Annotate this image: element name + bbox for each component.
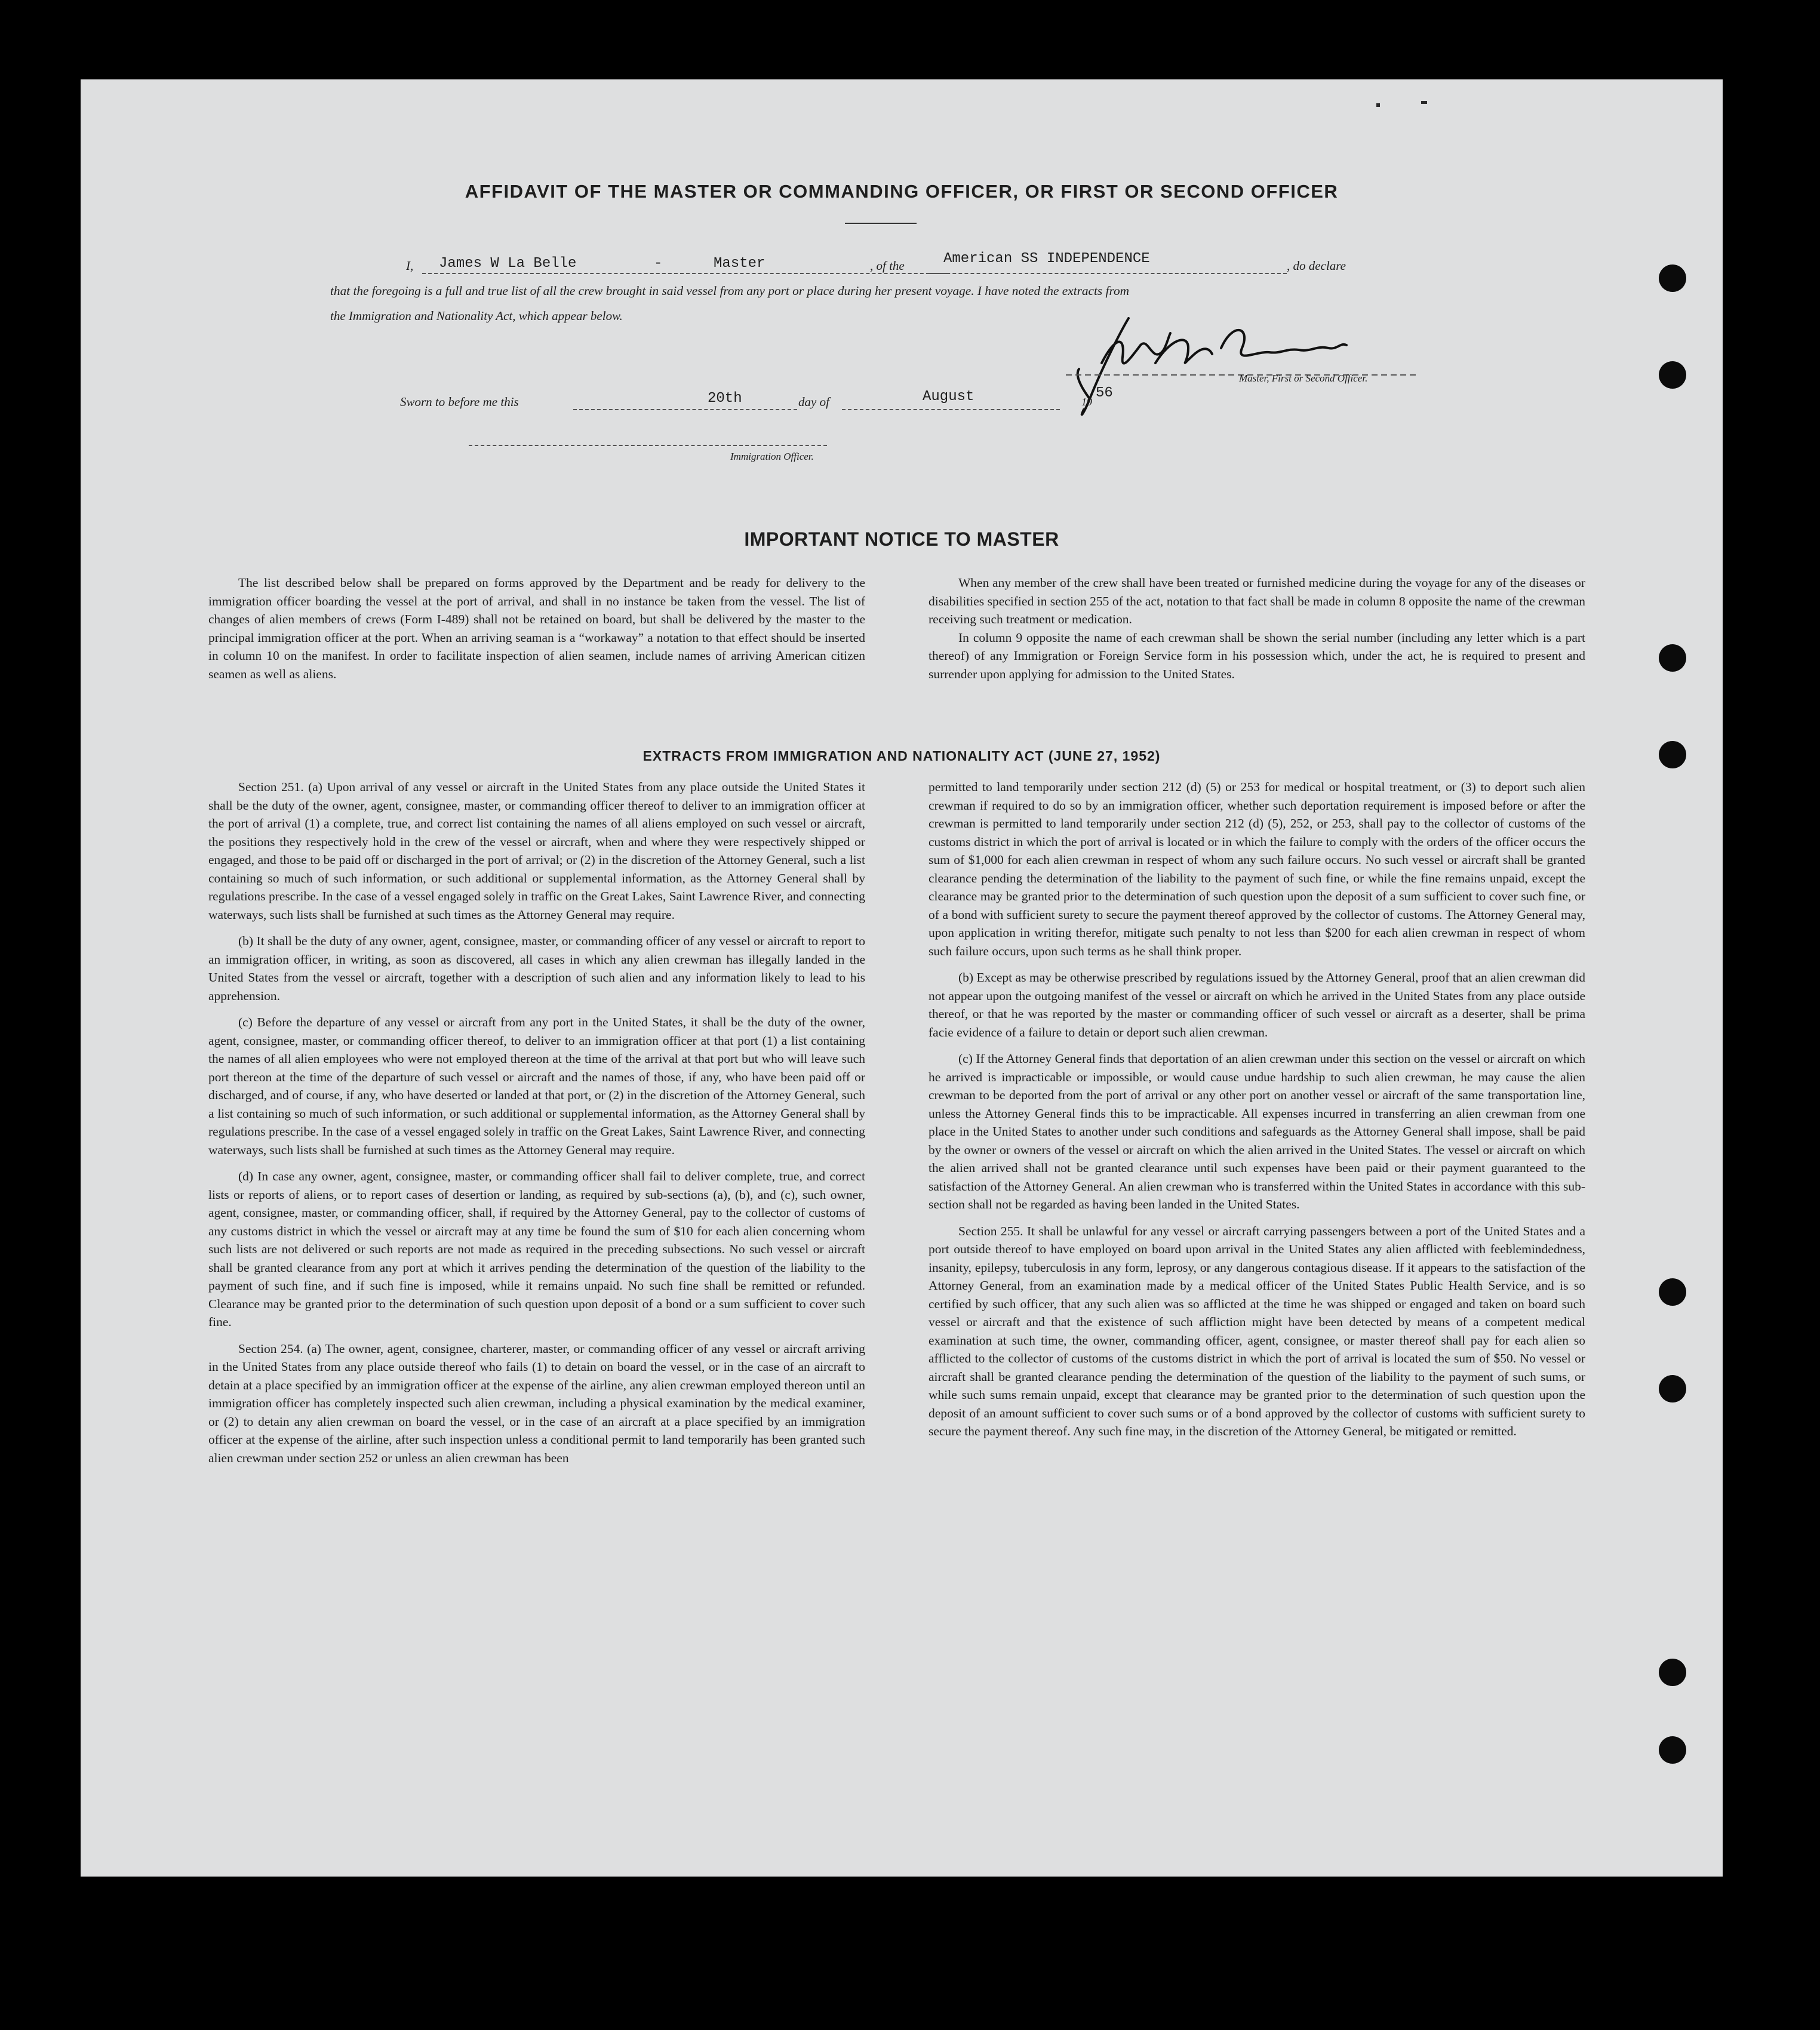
master-name: James W La Belle bbox=[439, 256, 577, 272]
sworn-label: Sworn to before me this bbox=[400, 395, 519, 409]
sworn-day: 20th bbox=[708, 390, 742, 407]
affidavit-statement-line: that the foregoing is a full and true list of all the crew brought in said vessel from any port or place during her present voyage. I have noted the extracts from bbox=[330, 284, 1129, 298]
scan-speck bbox=[1376, 103, 1380, 107]
notice-title: IMPORTANT NOTICE TO MASTER bbox=[744, 528, 1059, 550]
name-dash: - bbox=[654, 256, 663, 272]
punch-hole bbox=[1659, 361, 1686, 389]
signer-caption: Master, First or Second Officer. bbox=[1239, 373, 1368, 384]
master-rank: Master bbox=[714, 256, 765, 272]
scan-speck bbox=[1421, 101, 1427, 104]
year-prefix: 19 bbox=[1081, 396, 1092, 408]
extract-paragraph: Section 251. (a) Upon arrival of any vessel or aircraft in the United States from any place outside the United States it shall be the duty of the owner, agent, consignee, master, or commanding officer thereof to deliver to an immigration officer at the port of arrival (1) a complete, true, and correct list containing the names of all aliens employed on such vessel or aircraft, the positions they respectively hold in the crew of the vessel or aircraft, when and where they were respectively shipped or engaged, and those to be paid off or discharged in the port of arrival; or (2) in the discretion of the Attorney General, such a list containing so much of such information, or such additional or supplemental information, as the Attorney General shall by regulations prescribe. In the case of a vessel engaged solely in traffic on the Great Lakes, Saint Lawrence River, and connecting waterways, such lists shall be furnished at such times as the Attorney General may require. bbox=[208, 780, 865, 922]
punch-hole bbox=[1659, 1375, 1686, 1402]
vessel-field-line bbox=[929, 273, 1287, 274]
extracts-title: EXTRACTS FROM IMMIGRATION AND NATIONALITY ACT (JUNE 27, 1952) bbox=[642, 748, 1161, 764]
extract-paragraph: (c) Before the departure of any vessel or aircraft from any port in the United States, it shall be the duty of the owner, agent, consignee, master, or commanding officer thereof, to deliver to an immigration officer at that port (1) a list containing the names of all alien employees who were not employed thereon at the time of the arrival at that port but who will leave such port thereon at the time of the departure of such vessel or aircraft and the names of those, if any, who have been paid off or discharged, and of course, if any, who have deserted or landed at that port, or (2) in the discretion of the Attorney General, such a list containing so much of such information, or such additional or supplemental information, as the Attorney General shall by regulations prescribe. In the case of a vessel engaged solely in traffic on the Great Lakes, Saint Lawrence River, and connecting waterways, such lists shall be furnished at such times as the Attorney General may require. bbox=[208, 1015, 865, 1157]
extract-paragraph: (c) If the Attorney General finds that deportation of an alien crewman under this section on the vessel or aircraft on which he arrived is impracticable or impossible, or would cause undue hardship to such alien crewman, he may cause the alien crewman to be deported from the port of arrival or any other port on another vessel or aircraft of the same transportation line, unless the Attorney General finds this to be impracticable. All expenses incurred in transferring an alien crewman from one place in the United States to another under such conditions and safeguards as the Attorney General shall impose, shall be paid by the owner or owners of the vessel or aircraft on which the alien arrived in the United States. The vessel or aircraft on which the alien arrived shall not be granted clearance until such expenses have been paid or their payment guaranteed to the satisfaction of the Attorney General. An alien crewman who is transferred within the United States in accordance with this sub-section shall not be regarded as having been landed in the United States. bbox=[929, 1051, 1585, 1211]
do-declare-label: , do declare bbox=[1287, 259, 1346, 273]
notice-right-column bbox=[929, 574, 1585, 683]
sworn-year: 56 bbox=[1096, 385, 1113, 401]
affidavit-statement-line: the Immigration and Nationality Act, which appear below. bbox=[330, 309, 623, 323]
notice-paragraph: In column 9 opposite the name of each crewman shall be shown the serial number (including any letter which is a part thereof) of any Immigration or Foreign Service form in his possession which, under the act, he is required to present and surrender upon applying for admission to the United States. bbox=[929, 630, 1585, 681]
notice-paragraph: The list described below shall be prepared on forms approved by the Department and be ready for delivery to the immigration officer boarding the vessel at the port of arrival, and shall in no instance be taken from the vessel. The list of changes of alien members of crews (Form I-489) shall not be retained on board, but shall be delivered by the master to the principal immigration officer at the port. When an arriving seaman is a “workaway” a notation to that effect should be inserted in column 10 on the manifest. In order to facilitate inspection of alien seamen, include names of arriving American citizen seamen as well as aliens. bbox=[208, 576, 865, 681]
extract-paragraph: permitted to land temporarily under section 212 (d) (5) or 253 for medical or hospital treatment, or (3) to deport such alien crewman if required to do so by an immigration officer, whether such deportation requirement is imposed before or after the crewman is permitted to land temporarily under section 212 (d) (5), 252, or 253, shall pay to the collector of customs of the customs district in which the port of arrival is located or in which the failure to comply with the orders of the officer occurs the sum of $1,000 for each alien crewman in respect of whom any such failure occurs. No such vessel or aircraft shall be granted clearance pending the determination of the liability to the payment of such fine, or while the fine remains unpaid, except the clearance may be granted prior to the determination of such question upon the deposit of a sum sufficient to cover such fine, or of a bond with sufficient surety to secure the payment thereof approved by the collector of customs. The Attorney General may, upon application in writing therefor, mitigate such penalty to not less than $200 for each alien crewman in respect of whom such failure occurs, upon such terms as he shall think proper. bbox=[929, 780, 1585, 958]
day-field-line bbox=[573, 409, 797, 410]
officer-caption: Immigration Officer. bbox=[730, 451, 814, 462]
affidavit-title: AFFIDAVIT OF THE MASTER OR COMMANDING OFFICER, OR FIRST OR SECOND OFFICER bbox=[465, 181, 1339, 202]
of-the-label: , of the bbox=[870, 259, 905, 273]
title-underline bbox=[845, 223, 917, 224]
punch-hole bbox=[1659, 644, 1686, 672]
affidavit-prefix: I, bbox=[406, 259, 414, 273]
extracts-right-column bbox=[929, 778, 1585, 1441]
extract-paragraph: (b) It shall be the duty of any owner, agent, consignee, master, or commanding officer of any vessel or aircraft to report to an immigration officer, in writing, as soon as discovered, all cases in which any alien crewman has illegally landed in the United States from the vessel or aircraft, together with a description of such alien and any information likely to lead to his apprehension. bbox=[208, 934, 865, 1003]
vessel-name: American SS INDEPENDENCE bbox=[943, 251, 1150, 267]
handwritten-signature bbox=[1066, 297, 1418, 423]
extract-paragraph: (b) Except as may be otherwise prescribed by regulations issued by the Attorney General, proof that an alien crewman did not appear upon the outgoing manifest of the vessel or aircraft on which he arrived in the United States from any place outside thereof, or that he was reported by the master or commanding officer of such vessel or aircraft as a deserter, shall be prima facie evidence of a failure to detain or deport such alien crewman. bbox=[929, 970, 1585, 1039]
punch-hole bbox=[1659, 1278, 1686, 1306]
punch-hole bbox=[1659, 1736, 1686, 1764]
extract-paragraph: Section 255. It shall be unlawful for any vessel or aircraft carrying passengers between a port of the United States and a port outside thereof to have employed on board upon arrival in the United States any alien afflicted with feeblemindedness, insanity, epilepsy, tuberculosis in any form, leprosy, or any dangerous contagious disease. If it appears to the satisfaction of the Attorney General, from an examination made by a medical officer of the United States Public Health Service, and is so certified by such officer, that any such alien was so afflicted at the time he was shipped or engaged and taken on board such vessel or aircraft and that the existence of such affliction might have been detected by means of a competent medical examination at such time, the owner, commanding officer, agent, consignee, or master thereof shall pay for each alien so afflicted to the collector of customs of the customs district in which the port of arrival is located the sum of $50. No vessel or aircraft shall be granted clearance pending the determination of the question of the liability to the payment of such sums, or while such sums remain unpaid, except that clearance may be granted prior to the determination of such question upon the deposit of an amount sufficient to cover such sums or of a bond approved by the collector of customs with sufficient surety to secure the payment thereof. Any such fine may, in the discretion of the Attorney General, be mitigated or remitted. bbox=[929, 1223, 1585, 1438]
name-field-line bbox=[422, 273, 948, 274]
punch-hole bbox=[1659, 264, 1686, 292]
extract-paragraph: (d) In case any owner, agent, consignee, master, or commanding officer shall fail to deliver complete, true, and correct lists or reports of aliens, or to report cases of desertion or landing, as required by sub-sections (a), (b), and (c), such owner, agent, consignee, master, or commanding officer, shall, if required by the Attorney General, pay to the collector of customs of any customs district in which the vessel or aircraft may at any time be found the sum of $10 for each alien concerning whom such lists are not delivered or such reports are not made as required in the preceding subsections. No such vessel or aircraft shall be granted clearance from any port at which it arrives pending the determination of the question of the liability to the payment of such fine, and if such fine is imposed, while it remains unpaid. No such fine shall be remitted or refunded. Clearance may be granted prior to the determination of such question upon deposit of a bond or a sum sufficient to cover such fine. bbox=[208, 1169, 865, 1329]
document-page bbox=[81, 79, 1723, 1877]
punch-hole bbox=[1659, 1659, 1686, 1686]
notice-left-column bbox=[208, 574, 865, 683]
officer-signature-line bbox=[469, 445, 827, 446]
notice-paragraph: When any member of the crew shall have been treated or furnished medicine during the voyage for any of the diseases or disabilities specified in section 255 of the act, notation to that fact shall be made in column 8 opposite the name of the crewman receiving such treatment or medication. bbox=[929, 576, 1585, 626]
sworn-month: August bbox=[923, 389, 974, 405]
extracts-left-column bbox=[208, 778, 865, 1467]
month-field-line bbox=[842, 409, 1060, 410]
extract-paragraph: Section 254. (a) The owner, agent, consignee, charterer, master, or commanding officer of any vessel or aircraft arriving in the United States from any place outside thereof who fails (1) to detain on board the vessel, or in the case of an aircraft to detain at a place specified by an immigration officer at the expense of the airline, any alien crewman employed thereon until an immigration officer has completely inspected such alien crewman, including a physical examination by the medical examiner, or (2) to detain any alien crewman on board the vessel, or in the case of an aircraft at a place specified by an immigration officer at the expense of the airline, after such inspection unless a conditional permit to land temporarily has been granted such alien crewman under section 252 or unless an alien crewman has been bbox=[208, 1341, 865, 1465]
day-of-label: day of bbox=[798, 395, 829, 409]
